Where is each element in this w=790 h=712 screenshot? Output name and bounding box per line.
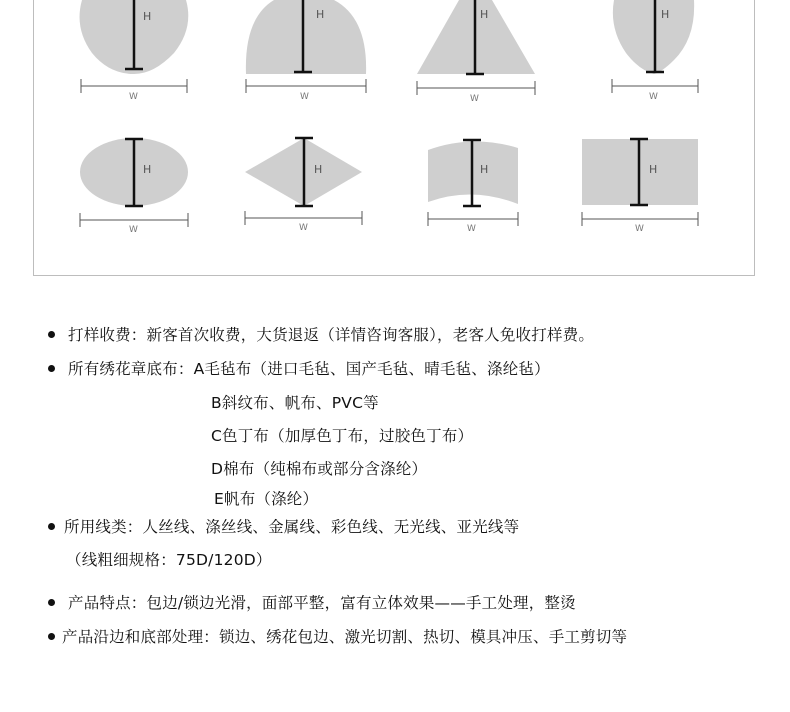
- shape-rectangle: [582, 139, 698, 234]
- sampling-fee-text: 打样收费：新客首次收费，大货退返（详情咨询客服），老客人免收打样费。: [68, 326, 595, 344]
- fabric-e-text: E帆布（涤纶）: [214, 490, 319, 508]
- bullet-icon: [48, 331, 55, 338]
- bullet-icon: [48, 633, 55, 640]
- bullet-icon: [48, 599, 55, 606]
- shape-triangle: [417, 0, 535, 104]
- bullet-icon: [48, 365, 55, 372]
- shape-curved-banner: [428, 140, 518, 234]
- shape-rhombus: [245, 138, 362, 233]
- width-label: W: [467, 224, 476, 234]
- thread-types-text: 所用线类：人丝线、涤丝线、金属线、彩色线、无光线、亚光线等: [64, 518, 520, 536]
- height-label: H: [480, 8, 489, 21]
- height-label: H: [480, 163, 489, 176]
- width-label: W: [649, 92, 658, 102]
- height-label: H: [661, 8, 670, 21]
- shape-dimension-diagram: [33, 0, 755, 276]
- width-label: W: [635, 224, 644, 234]
- edge-treatment-text: 产品沿边和底部处理：锁边、绣花包边、激光切割、热切、模具冲压、手工剪切等: [62, 628, 628, 646]
- height-label: H: [314, 163, 323, 176]
- width-label: W: [299, 223, 308, 233]
- product-features-text: 产品特点：包边/锁边光滑，面部平整，富有立体效果——手工处理，整烫: [68, 594, 576, 612]
- height-label: H: [316, 8, 325, 21]
- height-label: H: [143, 163, 152, 176]
- fabric-c-text: C色丁布（加厚色丁布，过胶色丁布）: [211, 427, 474, 445]
- shapes-svg: [34, 0, 756, 276]
- shape-ellipse: [80, 138, 188, 235]
- thread-spec-text: （线粗细规格：75D/120D）: [66, 551, 272, 569]
- width-label: W: [129, 92, 138, 102]
- width-label: W: [470, 94, 479, 104]
- fabric-b-text: B斜纹布、帆布、PVC等: [211, 394, 379, 412]
- height-label: H: [649, 163, 658, 176]
- width-label: W: [300, 92, 309, 102]
- shape-circle-top: [80, 0, 189, 102]
- width-label: W: [129, 225, 138, 235]
- height-label: H: [143, 10, 152, 23]
- fabric-d-text: D棉布（纯棉布或部分含涤纶）: [211, 460, 428, 478]
- shape-teardrop: [612, 0, 698, 102]
- shape-arch: [246, 0, 366, 102]
- bullet-icon: [48, 523, 55, 530]
- fabric-title-text: 所有绣花章底布：A毛毡布（进口毛毡、国产毛毡、晴毛毡、涤纶毡）: [68, 360, 550, 378]
